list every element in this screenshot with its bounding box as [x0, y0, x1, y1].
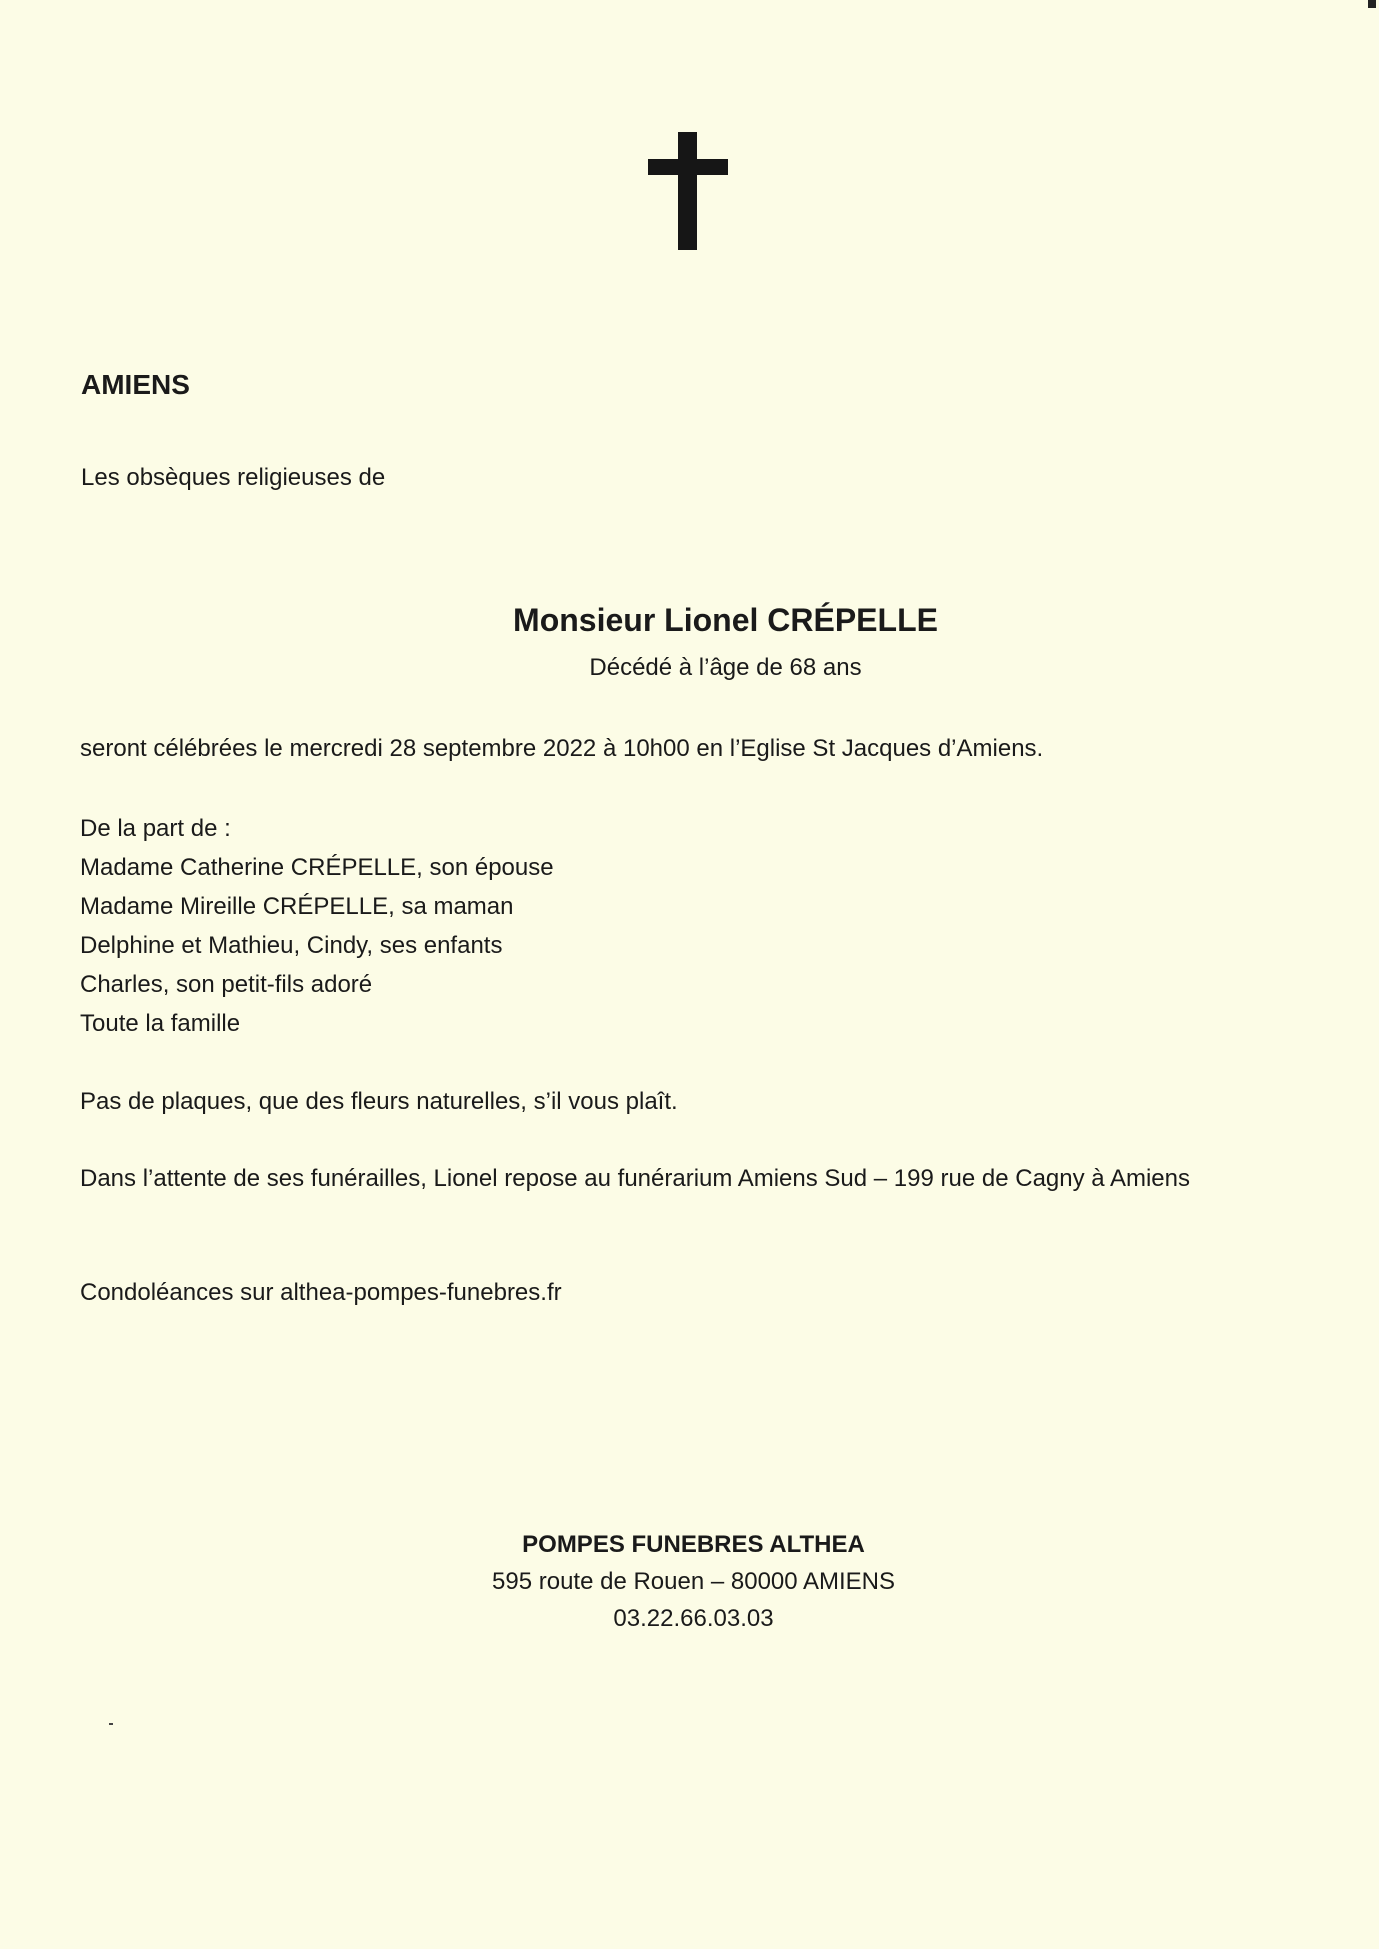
ceremony-text: seront célébrées le mercredi 28 septembre 2022 à 10h00 en l’Eglise St Jacques d’Amiens. — [80, 735, 1044, 762]
cross-icon — [648, 132, 728, 250]
scan-mark — [1368, 0, 1376, 8]
funeral-home-phone: 03.22.66.03.03 — [613, 1605, 774, 1632]
family-member: Madame Catherine CRÉPELLE, son épouse — [80, 854, 554, 881]
family-member: Delphine et Mathieu, Cindy, ses enfants — [80, 932, 503, 959]
intro-text: Les obsèques religieuses de — [81, 464, 386, 491]
cross-vertical-bar — [678, 132, 697, 250]
scan-speck — [109, 1723, 113, 1725]
deceased-name: Monsieur Lionel CRÉPELLE — [513, 602, 938, 638]
age-line: Décédé à l’âge de 68 ans — [589, 654, 862, 681]
cross-horizontal-bar — [648, 159, 728, 175]
city-heading: AMIENS — [81, 369, 190, 400]
funeral-home-name: POMPES FUNEBRES ALTHEA — [522, 1531, 865, 1558]
family-member: Madame Mireille CRÉPELLE, sa maman — [80, 893, 514, 920]
flowers-text: Pas de plaques, que des fleurs naturelles, s’il vous plaît. — [80, 1088, 678, 1115]
family-member: Charles, son petit-fils adoré — [80, 971, 373, 998]
family-member: Toute la famille — [80, 1010, 241, 1037]
from-label: De la part de : — [80, 815, 231, 842]
funeral-home-address: 595 route de Rouen – 80000 AMIENS — [492, 1568, 895, 1595]
funeral-home-block — [0, 1526, 1379, 1637]
condolences-text: Condoléances sur althea-pompes-funebres.fr — [80, 1279, 562, 1306]
family-block — [80, 809, 554, 1043]
rest-text: Dans l’attente de ses funérailles, Lionel repose au funérarium Amiens Sud – 199 rue de Cagny à Amiens — [80, 1165, 1190, 1192]
